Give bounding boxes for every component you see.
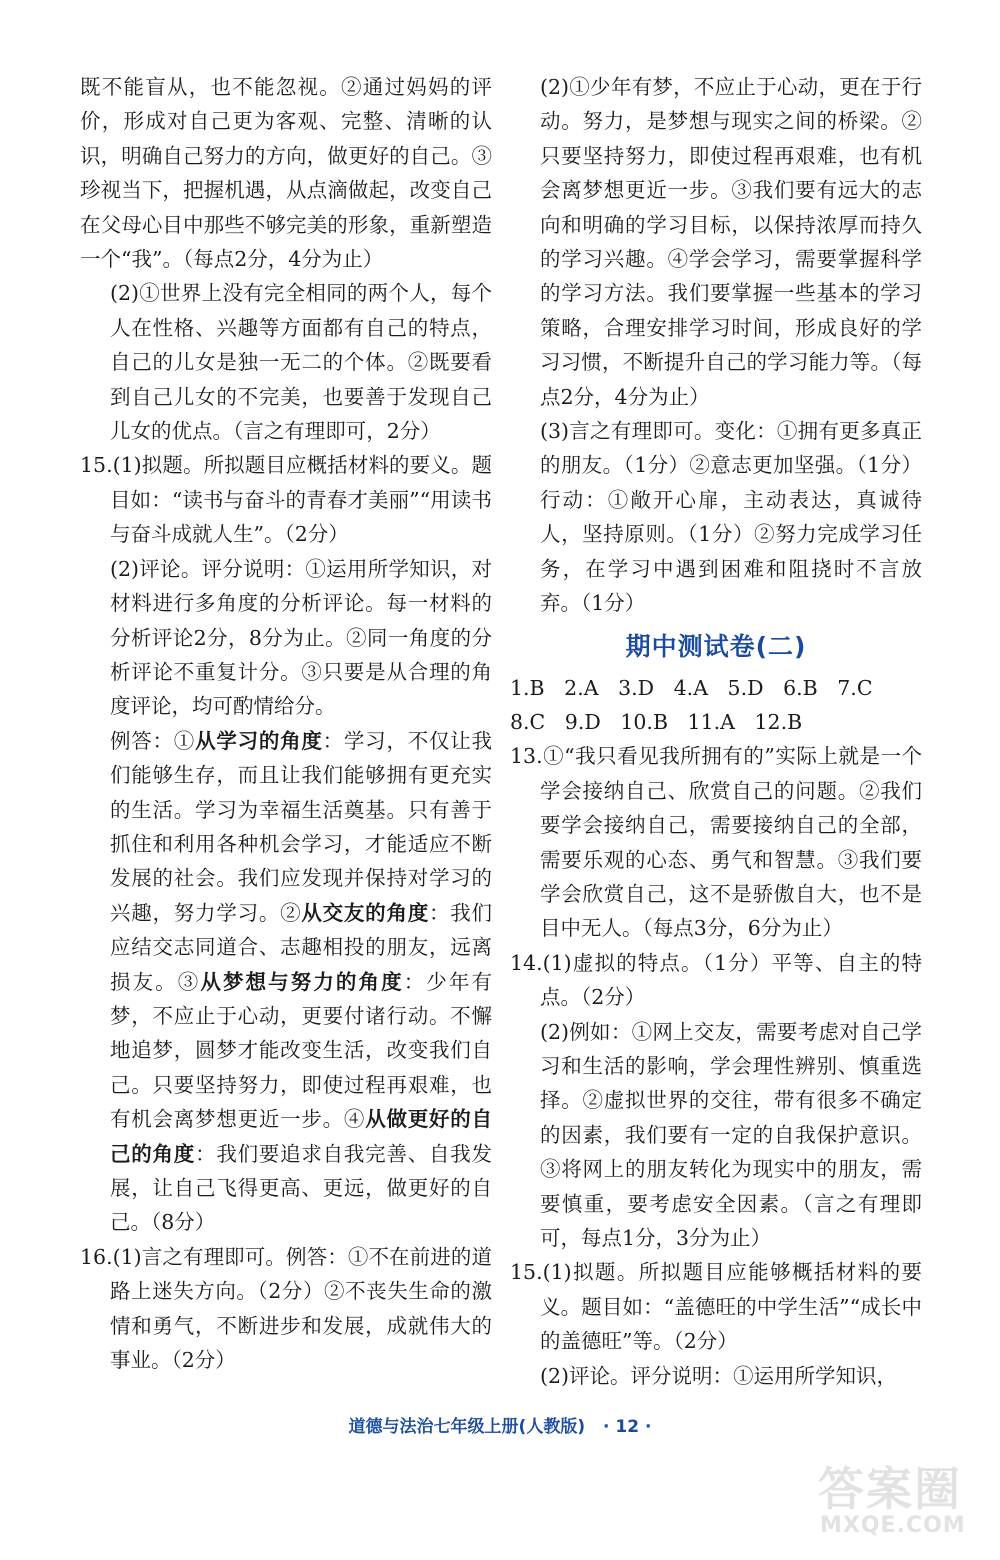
question-14-part-2: (2)例如：①网上交友，需要考虑对自己学习和生活的影响，学会理性辨别、慎重选择。②虚拟世界的交往，带有很多不确定的因素，我们要有一定的自我保护意识。③将网上的朋友转化为现实中的朋友，需要慎重，要考虑安全因素。（言之有理即可，每点1分，3分为止） [540,1019,922,1250]
example-bold-2: 从交友的角度 [301,900,429,925]
multiple-choice-row-2: 8.C 9.D 10.B 11.A 12.B [510,709,803,734]
book-title: 道德与法治七年级上册(人教版) [348,1417,586,1437]
watermark-url: MXQE.COM [820,1513,966,1538]
question-16-part-1: 16.(1)言之有理即可。例答：①不在前进的道路上迷失方向。（2分）②不丧失生命的激情和勇气，不断进步和发展，成就伟大的事业。（2分） [80,1244,492,1373]
watermark-text: 答案圈 [818,1462,962,1516]
example-bold-3: 从梦想与努力的角度 [200,969,404,994]
left-paragraph-1: 既不能盲从，也不能忽视。②通过妈妈的评价，形成对自己更为客观、完整、清晰的认识，明确自己努力的方向，做更好的自己。③珍视当下，把握机遇，从点滴做起，改变自己在父母心目中那些不够完美的形象，重新塑造一个“我”。（每点2分，4分为止） [80,75,492,272]
left-column [80,70,492,1377]
page-footer [0,1412,1000,1437]
watermark-logo [812,1451,982,1546]
section-title: 期中测试卷(二) [625,631,807,661]
multiple-choice-row-1: 1.B 2.A 3.D 4.A 5.D 6.B 7.C [510,675,873,700]
question-14-part-1: 14.(1)虚拟的特点。（1分）平等、自主的特点。（2分） [510,950,922,1010]
question-15-part-2-right: (2)评论。评分说明：①运用所学知识， [540,1363,898,1388]
example-bold-4: 从做更好的自己的角度 [110,1107,493,1166]
example-text-2: ：我们应结交志同道合、志趣相投的朋友，远离损友。③ [110,900,493,994]
example-bold-1: 从学习的角度 [195,728,323,753]
right-column [510,70,922,1393]
right-paragraph-2: (3)言之有理即可。变化：①拥有更多真正的朋友。（1分）②意志更加坚强。（1分）行动：①敞开心扉，主动表达，真诚待人，坚持原则。（1分）②努力完成学习任务，在学习中遇到困难和阻挠时不言放弃。（1分） [540,419,922,616]
example-text-1: ：学习，不仅让我们能够生存，而且让我们能够拥有更充实的生活。学习为幸福生活奠基。只有善于抓住和利用各种机会学习，才能适应不断发展的社会。我们应发现并保持对学习的兴趣，努力学习。② [110,728,493,925]
question-13: 13.①“我只看见我所拥有的”实际上就是一个学会接纳自己、欣赏自己的问题。②我们要学会接纳自己，需要接纳自己的全部，需要乐观的心态、勇气和智慧。③我们要学会欣赏自己，这不是骄傲自大，也不是目中无人。（每点3分，6分为止） [510,744,922,941]
page-number: · 12 · [603,1417,652,1437]
question-15-part-1: 15.(1)拟题。所拟题目应概括材料的要义。题目如：“读书与奋斗的青春才美丽”“用读书与奋斗成就人生”。（2分） [80,453,492,547]
question-15-part-1-right: 15.(1)拟题。所拟题目应能够概括材料的要义。题目如：“盖德旺的中学生活”“成长中的盖德旺”等。（2分） [510,1260,922,1354]
example-intro: 例答：① [110,728,196,753]
example-text-3: ：少年有梦，不应止于心动，更要付诸行动。不懈地追梦，圆梦才能改变生活，改变我们自己。只要坚持努力，即使过程再艰难，也有机会离梦想更近一步。④ [110,969,492,1132]
question-15-part-2: (2)评论。评分说明：①运用所学知识，对材料进行多角度的分析评论。每一材料的分析评论2分，8分为止。②同一角度的分析评论不重复计分。③只要是从合理的角度评论，均可酌情给分。 [110,556,492,719]
right-paragraph-1: (2)①少年有梦，不应止于心动，更在于行动。努力，是梦想与现实之间的桥梁。②只要坚持努力，即使过程再艰难，也有机会离梦想更近一步。③我们要有远大的志向和明确的学习目标，以保持浓厚而持久的学习兴趣。④学会学习，需要掌握科学的学习方法。我们要掌握一些基本的学习策略，合理安排学习时间，形成良好的学习习惯，不断提升自己的学习能力等。（每点2分，4分为止） [540,75,922,409]
example-text-4: ：我们要追求自我完善、自我发展，让自己飞得更高、更远，做更好的自己。（8分） [110,1141,493,1235]
left-paragraph-2: (2)①世界上没有完全相同的两个人，每个人在性格、兴趣等方面都有自己的特点，自己的儿女是独一无二的个体。②既要看到自己儿女的不完美，也要善于发现自己儿女的优点。（言之有理即可，2分） [110,281,492,444]
example-answer [80,724,492,1240]
